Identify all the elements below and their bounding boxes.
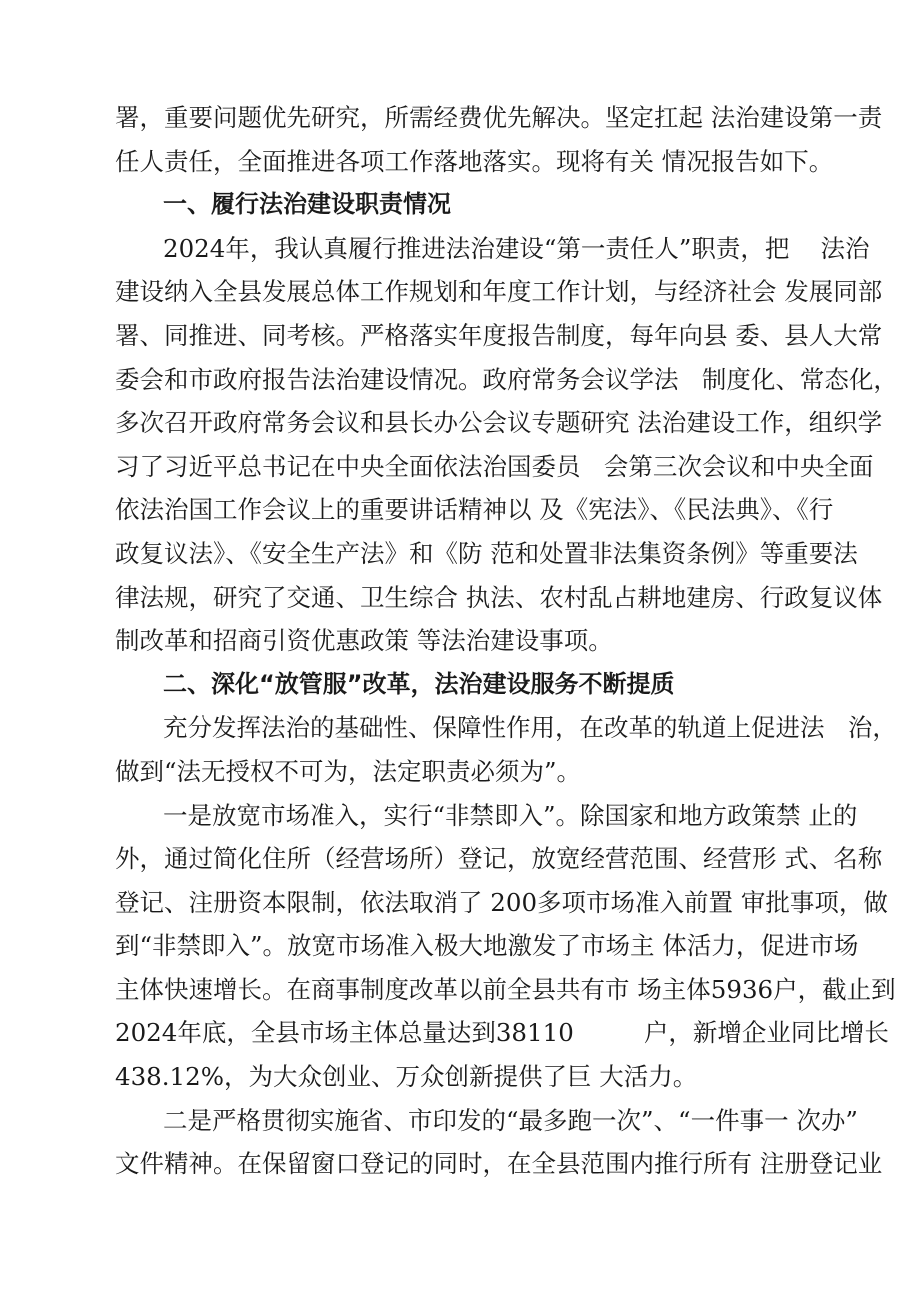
- paragraph-line: 2024年底，全县市场主体总量达到38110 户，新增企业同比增长: [115, 1018, 889, 1048]
- paragraph-line: 做到“法无授权不可为，法定职责必须为”。: [115, 756, 582, 786]
- paragraph-line: 政复议法》、《安全生产法》和《防 范和处置非法集资条例》等重要法: [115, 538, 858, 568]
- paragraph-line: 委会和市政府报告法治建设情况。政府常务会议学法 制度化、常态化，: [115, 364, 898, 394]
- paragraph-line: 署、同推进、同考核。严格落实年度报告制度，每年向县 委、县人大常: [115, 320, 883, 350]
- paragraph-line: 多次召开政府常务会议和县长办公会议专题研究 法治建设工作，组织学: [115, 408, 883, 438]
- paragraph-line: 到“非禁即入”。放宽市场准入极大地激发了市场主 体活力，促进市场: [115, 931, 859, 961]
- paragraph-line: 习了习近平总书记在中央全面依法治国委员 会第三次会议和中央全面: [115, 451, 874, 481]
- paragraph-line: 二是严格贯彻实施省、市印发的“最多跑一次”、“一件事一 次办”: [163, 1105, 858, 1135]
- paragraph-line: 2024年，我认真履行推进法治建设“第一责任人”职责，把 法治: [163, 233, 870, 263]
- paragraph-line: 制改革和招商引资优惠政策 等法治建设事项。: [115, 626, 613, 656]
- section-heading-2: 二、深化“放管服”改革，法治建设服务不断提质: [163, 669, 675, 698]
- document-body: [115, 96, 898, 1186]
- paragraph-line: 充分发挥法治的基础性、保障性作用，在改革的轨道上促进法 治，: [163, 713, 897, 743]
- paragraph-line: 任人责任，全面推进各项工作落地落实。现将有关 情况报告如下。: [115, 146, 834, 176]
- paragraph-line: 一是放宽市场准入，实行“非禁即入”。除国家和地方政策禁 止的: [163, 800, 858, 830]
- paragraph-line: 主体快速增长。在商事制度改革以前全县共有市 场主体5936户，截止到: [115, 974, 896, 1004]
- paragraph-line: 文件精神。在保留窗口登记的同时，在全县范围内推行所有 注册登记业: [115, 1149, 883, 1179]
- section-heading-1: 一、履行法治建设职责情况: [163, 190, 451, 219]
- paragraph-line: 登记、注册资本限制，依法取消了 200多项市场准入前置 审批事项，做: [115, 887, 888, 917]
- paragraph-line: 律法规，研究了交通、卫生综合 执法、农村乱占耕地建房、行政复议体: [115, 582, 883, 612]
- paragraph-line: 外，通过简化住所（经营场所）登记，放宽经营范围、经营形 式、名称: [115, 844, 883, 874]
- paragraph-line: 438.12%，为大众创业、万众创新提供了巨 大活力。: [115, 1062, 698, 1092]
- paragraph-line: 依法治国工作会议上的重要讲话精神以 及《宪法》、《民法典》、《行: [115, 495, 834, 525]
- paragraph-line: 署，重要问题优先研究，所需经费优先解决。坚定扛起 法治建设第一责: [115, 103, 883, 132]
- paragraph-line: 建设纳入全县发展总体工作规划和年度工作计划，与经济社会 发展同部: [115, 277, 883, 307]
